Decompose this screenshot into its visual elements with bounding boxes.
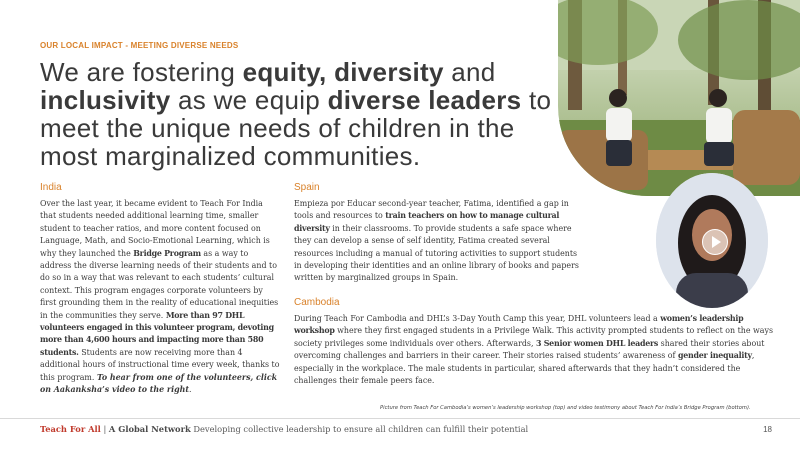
footer-divider — [0, 418, 800, 419]
footer-text: Developing collective leadership to ensure all children can fulfill their potential — [190, 424, 529, 434]
page-number: 18 — [763, 425, 772, 434]
cambodia-body: During Teach For Cambodia and DHL’s 3-Day Youth Camp this year, DHL volunteers lead a women’s leadership workshop where they first engaged students in a Privilege Walk. This activity prompted students to reflect on the ways society privileges some individuals over others. Afterwards, 3 Senior women DHL leaders shared their stories about overcoming challenges and barriers in their career. Their stories raised students’ awareness of gender inequality, especially in the workplace. The male students in particular, shared afterwards that they hadn’t considered the challenges their female peers face. — [294, 314, 774, 386]
cambodia-title: Cambodia — [294, 297, 340, 308]
footer-brand: Teach For All — [40, 424, 101, 434]
section-eyebrow: OUR LOCAL IMPACT - MEETING DIVERSE NEEDS — [40, 41, 239, 50]
footer-tagline: A Global Network — [108, 424, 191, 434]
photo-caption: Picture from Teach For Cambodia’s women’s leadership workshop (top) and video testimony about Teach For India’s Bridge Program (bottom). — [380, 405, 751, 411]
spain-title: Spain — [294, 182, 320, 193]
play-icon — [712, 236, 721, 248]
page-headline: We are fostering equity, diversity and inclusivity as we equip diverse leaders to meet the unique needs of children in the most marginalized communities. — [40, 57, 552, 171]
video-link[interactable]: To hear from one of the volunteers, click on Aakanksha’s video to the right — [40, 372, 278, 395]
play-video-button[interactable] — [702, 229, 728, 255]
spain-body: Empieza por Educar second-year teacher, Fatima, identified a gap in tools and resources to train teachers on how to manage cultural diversity in their classrooms. To provide students a safe space where they can develop a sense of self identity, Fatima created several resources including a manual of tutoring activities to support students in developing their identities and an online library of books and papers written by marginalized groups in Spain. — [294, 199, 579, 283]
india-title: India — [40, 182, 62, 193]
india-body: Over the last year, it became evident to Teach For India that students needed additional learning time, smaller student to teacher ratios, and more content focused on Language, Math, and Socio-Emotional Learning, which is why they launched the Bridge Program as a way to address the diverse learning needs of their students and to do so in a way that was relevant to each students’ cultural context. This program engages corporate volunteers by first grounding them in the reality of educational inequities in the communities they serve. More than 97 DHL volunteers engaged in this volunteer program, devoting more than 4,600 hours and impacting more than 580 students. Students are now receiving more than 4 additional hours of instructional time every week, thanks to this program. To hear from one of the volunteers, click on Aakanksha’s video to the right. — [40, 199, 280, 395]
workshop-photo — [558, 0, 800, 196]
footer: Teach For All | A Global Network Developing collective leadership to ensure all children can fulfill their potential — [40, 424, 529, 434]
